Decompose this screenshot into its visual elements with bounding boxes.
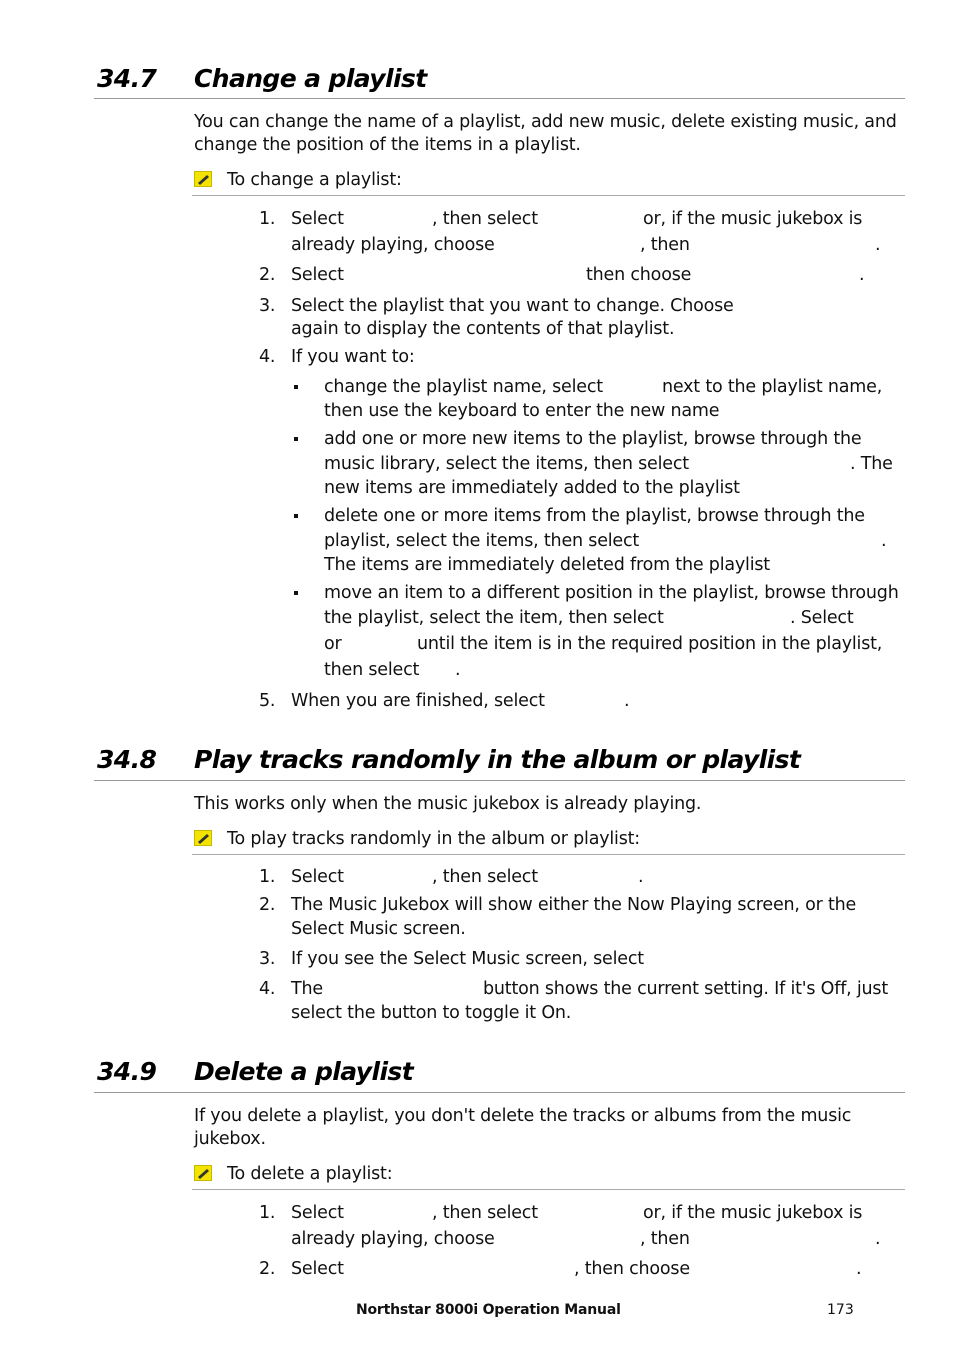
intro-text: If you delete a playlist, you don't delete the tracks or albums from the music (194, 1106, 852, 1126)
bullet-text: change the playlist name, select (324, 377, 603, 397)
step-number: 4. (259, 979, 276, 999)
step-number: 4. (259, 347, 276, 367)
step-text: select the button to toggle it On. (291, 1003, 572, 1023)
pencil-icon (194, 830, 212, 846)
step-text: . (624, 691, 630, 711)
procedure-rule (192, 854, 905, 855)
step-text: Select (291, 1259, 344, 1279)
step-text: Select Music screen. (291, 919, 466, 939)
page-number: 173 (827, 1302, 854, 1318)
heading-rule (94, 98, 905, 99)
step-text: Select (291, 867, 344, 887)
step-text: The Music Jukebox will show either the Now Playing screen, or the (291, 895, 857, 915)
step-number: 2. (259, 265, 276, 285)
step-text: already playing, choose (291, 235, 495, 255)
pencil-icon (194, 171, 212, 187)
step-text: . (856, 1259, 862, 1279)
bullet-text: until the item is in the required position in the playlist, (417, 634, 883, 654)
bullet-text: playlist, select the items, then select (324, 531, 640, 551)
step-text: . (638, 867, 644, 887)
bullet-text: new items are immediately added to the playlist (324, 478, 740, 498)
bullet-text: next to the playlist name, (662, 377, 883, 397)
section-number: 34.8 (97, 745, 157, 774)
bullet-text: then select (324, 660, 420, 680)
step-text: Select (291, 1203, 344, 1223)
step-text: or, if the music jukebox is (643, 1203, 863, 1223)
step-number: 1. (259, 867, 276, 887)
step-text: Select the playlist that you want to change. Choose (291, 296, 734, 316)
bullet-text: then use the keyboard to enter the new name (324, 401, 720, 421)
bullet-text: the playlist, select the item, then select (324, 608, 664, 628)
step-text: then choose (586, 265, 692, 285)
heading-rule (94, 780, 905, 781)
step-text: Select (291, 265, 344, 285)
step-number: 2. (259, 1259, 276, 1279)
bullet-marker (294, 591, 298, 595)
bullet-text: . (881, 531, 887, 551)
step-text: If you want to: (291, 347, 415, 367)
step-text: , then select (432, 1203, 538, 1223)
procedure-title: To change a playlist: (227, 170, 402, 190)
intro-text: You can change the name of a playlist, add new music, delete existing music, and (194, 112, 897, 132)
step-text: , then choose (574, 1259, 690, 1279)
step-text: The (291, 979, 323, 999)
step-text: . (875, 1229, 881, 1249)
step-text: If you see the Select Music screen, select (291, 949, 644, 969)
step-text: , then (640, 1229, 690, 1249)
bullet-text: delete one or more items from the playlist, browse through the (324, 506, 865, 526)
step-text: . (859, 265, 865, 285)
pencil-icon (194, 1165, 212, 1181)
step-text: again to display the contents of that playlist. (291, 319, 675, 339)
section-number: 34.9 (97, 1057, 157, 1086)
step-number: 1. (259, 209, 276, 229)
bullet-text: . Select (790, 608, 854, 628)
bullet-text: or (324, 634, 342, 654)
step-text: When you are finished, select (291, 691, 545, 711)
bullet-text: . (455, 660, 461, 680)
step-text: button shows the current setting. If it's Off, just (483, 979, 889, 999)
bullet-text: add one or more new items to the playlist, browse through the (324, 429, 862, 449)
step-text: , then select (432, 209, 538, 229)
intro-text: This works only when the music jukebox is already playing. (194, 794, 702, 814)
bullet-marker (294, 437, 298, 441)
section-number: 34.7 (97, 64, 157, 93)
procedure-rule (192, 195, 905, 196)
bullet-marker (294, 385, 298, 389)
step-number: 3. (259, 296, 276, 316)
procedure-rule (192, 1189, 905, 1190)
step-text: , then (640, 235, 690, 255)
step-number: 3. (259, 949, 276, 969)
footer-manual-title: Northstar 8000i Operation Manual (356, 1302, 621, 1318)
bullet-text: The items are immediately deleted from the playlist (324, 555, 770, 575)
intro-text: change the position of the items in a playlist. (194, 135, 581, 155)
bullet-marker (294, 514, 298, 518)
step-text: already playing, choose (291, 1229, 495, 1249)
step-number: 5. (259, 691, 276, 711)
bullet-text: move an item to a different position in the playlist, browse through (324, 583, 899, 603)
step-text: Select (291, 209, 344, 229)
heading-rule (94, 1092, 905, 1093)
step-number: 2. (259, 895, 276, 915)
section-title: Change a playlist (194, 64, 427, 93)
procedure-title: To delete a playlist: (227, 1164, 393, 1184)
step-text: . (875, 235, 881, 255)
section-title: Play tracks randomly in the album or playlist (194, 745, 801, 774)
bullet-text: . The (850, 454, 893, 474)
step-text: or, if the music jukebox is (643, 209, 863, 229)
intro-text: jukebox. (194, 1129, 266, 1149)
bullet-text: music library, select the items, then select (324, 454, 689, 474)
step-text: , then select (432, 867, 538, 887)
step-number: 1. (259, 1203, 276, 1223)
procedure-title: To play tracks randomly in the album or playlist: (227, 829, 640, 849)
section-title: Delete a playlist (194, 1057, 414, 1086)
